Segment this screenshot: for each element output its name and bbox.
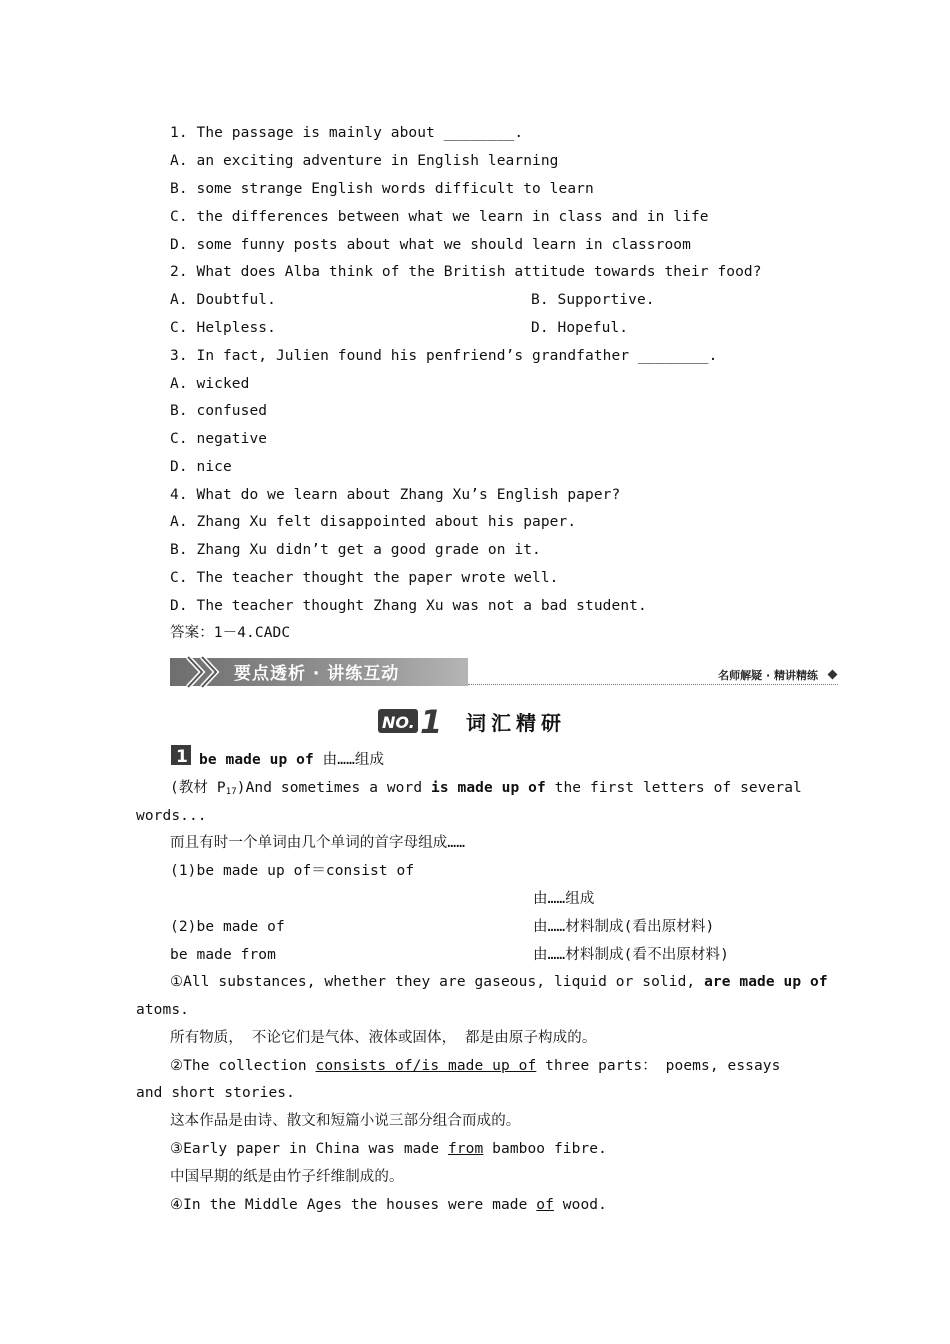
example-text: )And sometimes a word bbox=[236, 780, 432, 796]
item-number-badge bbox=[170, 744, 192, 766]
question-3-stem: 3. In fact, Julien found his penfriend’s grandfather ________. bbox=[170, 348, 718, 364]
note-2-meaning: 由……材料制成(看出原材料) bbox=[533, 919, 715, 935]
sentence-4-underlined: of bbox=[536, 1197, 554, 1213]
sentence-4-text: ④In the Middle Ages the houses were made bbox=[170, 1197, 537, 1213]
double-chevron-icon bbox=[184, 655, 228, 689]
sentence-3-underlined: from bbox=[448, 1141, 484, 1157]
question-4-option-d: D. The teacher thought Zhang Xu was not a bad student. bbox=[170, 598, 647, 614]
sentence-2-translation: 这本作品是由诗、散文和短篇小说三部分组合而成的。 bbox=[170, 1113, 521, 1129]
sentence-2-text: ②The collection bbox=[170, 1058, 316, 1074]
vocab-phrase-meaning: 由……组成 bbox=[322, 752, 385, 768]
question-4-stem: 4. What do we learn about Zhang Xu’s English paper? bbox=[170, 487, 621, 503]
banner-divider bbox=[468, 684, 838, 685]
sentence-2-text-rest: three parts： poems, essays bbox=[536, 1058, 781, 1074]
sentence-3 bbox=[170, 1139, 607, 1159]
question-4-option-c: C. The teacher thought the paper wrote well. bbox=[170, 570, 559, 586]
question-2-option-c: C. Helpless. bbox=[170, 320, 276, 336]
banner-subtitle: 名师解疑 · 精讲精练 bbox=[718, 669, 818, 682]
sentence-4-text-rest: wood. bbox=[553, 1197, 607, 1213]
question-1-option-b: B. some strange English words difficult to learn bbox=[170, 181, 594, 197]
question-3-option-b: B. confused bbox=[170, 403, 268, 419]
textbook-example bbox=[170, 778, 802, 802]
svg-text:1: 1 bbox=[176, 747, 188, 767]
sentence-4 bbox=[170, 1195, 607, 1215]
vocab-gap bbox=[314, 752, 323, 768]
vocab-heading bbox=[199, 750, 384, 770]
question-3-option-a: A. wicked bbox=[170, 376, 250, 392]
question-4-option-b: B. Zhang Xu didn’t get a good grade on it. bbox=[170, 542, 541, 558]
question-1-option-d: D. some funny posts about what we should learn in classroom bbox=[170, 237, 691, 253]
sentence-1-text: ①All substances, whether they are gaseous, liquid or solid, bbox=[170, 974, 705, 990]
sentence-2 bbox=[170, 1056, 780, 1076]
question-4-option-a: A. Zhang Xu felt disappointed about his paper. bbox=[170, 514, 577, 530]
svg-text:1: 1 bbox=[420, 703, 443, 741]
sentence-1 bbox=[170, 972, 828, 992]
section-banner bbox=[170, 655, 840, 689]
banner-title: 要点透析 · 讲练互动 bbox=[234, 664, 400, 684]
textbook-example-continued: words... bbox=[136, 808, 207, 824]
section-title: 词汇精研 bbox=[466, 711, 566, 735]
example-page-number: 17 bbox=[225, 787, 237, 797]
sentence-2-continued: and short stories. bbox=[136, 1085, 295, 1101]
question-2-option-a: A. Doubtful. bbox=[170, 292, 276, 308]
sentence-3-text-rest: bamboo fibre. bbox=[483, 1141, 607, 1157]
note-1-phrase: (1)be made up of＝consist of bbox=[170, 863, 415, 879]
sentence-3-text: ③Early paper in China was made bbox=[170, 1141, 448, 1157]
question-2-option-d: D. Hopeful. bbox=[531, 320, 629, 336]
sentence-1-translation: 所有物质， 不论它们是气体、液体或固体， 都是由原子构成的。 bbox=[170, 1030, 597, 1046]
example-text-rest: the first letters of several bbox=[545, 780, 802, 796]
no-1-logo bbox=[378, 703, 443, 741]
answer-key: 答案：1－4.CADC bbox=[170, 625, 291, 641]
diamond-icon bbox=[828, 670, 838, 680]
sentence-3-translation: 中国早期的纸是由竹子纤维制成的。 bbox=[170, 1169, 404, 1185]
note-2-phrase: (2)be made of bbox=[170, 919, 285, 935]
question-3-option-c: C. negative bbox=[170, 431, 268, 447]
textbook-example-translation: 而且有时一个单词由几个单词的首字母组成…… bbox=[170, 835, 466, 851]
sentence-1-continued: atoms. bbox=[136, 1002, 189, 1018]
sentence-2-underlined: consists of/is made up of bbox=[315, 1058, 537, 1074]
question-2-stem: 2. What does Alba think of the British attitude towards their food? bbox=[170, 264, 762, 280]
vocab-phrase: be made up of bbox=[199, 752, 314, 768]
question-1-option-c: C. the differences between what we learn in class and in life bbox=[170, 209, 709, 225]
svg-text:NO.: NO. bbox=[382, 713, 415, 732]
sentence-1-highlight: are made up of bbox=[704, 974, 828, 990]
question-1-stem: 1. The passage is mainly about ________. bbox=[170, 125, 524, 141]
question-3-option-d: D. nice bbox=[170, 459, 232, 475]
note-3-phrase: be made from bbox=[170, 947, 276, 963]
question-2-option-b: B. Supportive. bbox=[531, 292, 655, 308]
question-1-option-a: A. an exciting adventure in English learning bbox=[170, 153, 559, 169]
example-highlight: is made up of bbox=[431, 780, 546, 796]
note-3-meaning: 由……材料制成(看不出原材料) bbox=[533, 947, 729, 963]
note-1-meaning: 由……组成 bbox=[533, 891, 595, 907]
example-source: (教材 P bbox=[170, 780, 226, 796]
